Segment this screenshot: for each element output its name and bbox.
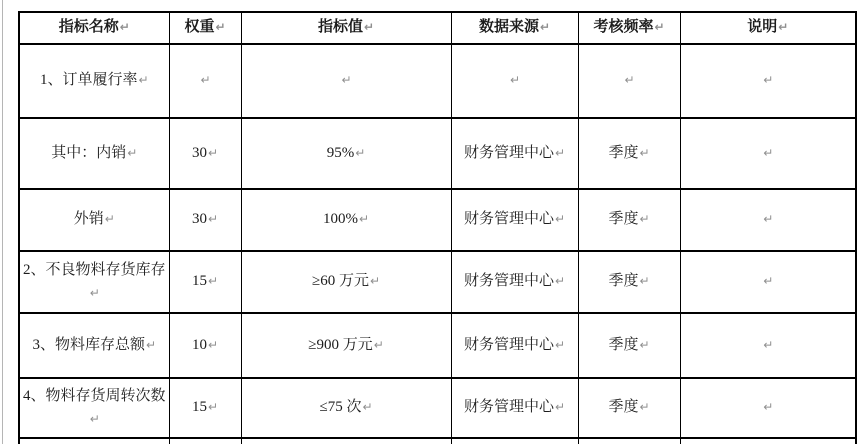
header-label: 考核频率 bbox=[593, 19, 654, 36]
cell-weight bbox=[169, 251, 241, 313]
text-boundary-gridline bbox=[2, 0, 3, 444]
cell-data-source bbox=[451, 44, 578, 118]
header-description bbox=[680, 12, 856, 44]
cell-weight bbox=[169, 378, 241, 438]
paragraph-mark-icon: ↵ bbox=[763, 212, 774, 227]
cell-text: 财务管理中心 bbox=[463, 273, 554, 290]
header-indicator-name bbox=[19, 12, 169, 44]
cell-text: 1、订单履行率 bbox=[39, 72, 138, 89]
header-label: 权重 bbox=[184, 19, 215, 36]
cell-assessment-frequency bbox=[578, 44, 680, 118]
paragraph-mark-icon: ↵ bbox=[639, 145, 650, 160]
paragraph-mark-icon: ↵ bbox=[363, 20, 375, 35]
cell-data-source bbox=[451, 118, 578, 189]
paragraph-mark-icon: ↵ bbox=[355, 145, 366, 160]
cell-assessment-frequency bbox=[578, 378, 680, 438]
cell-text: 100% bbox=[322, 211, 358, 228]
cell-weight bbox=[169, 438, 241, 444]
cell-text: 外销 bbox=[73, 211, 104, 228]
cell-text: 季度 bbox=[608, 144, 639, 161]
cell-indicator-value bbox=[241, 438, 451, 444]
paragraph-mark-icon: ↵ bbox=[639, 400, 650, 415]
table-row bbox=[19, 44, 856, 118]
paragraph-mark-icon: ↵ bbox=[654, 20, 665, 35]
paragraph-mark-icon: ↵ bbox=[554, 400, 566, 415]
cell-text: ≥900 万元 bbox=[308, 336, 373, 353]
table-row bbox=[19, 313, 856, 378]
paragraph-mark-icon: ↵ bbox=[207, 145, 219, 160]
cell-description bbox=[680, 189, 856, 251]
cell-text: 季度 bbox=[608, 273, 639, 290]
header-data-source bbox=[451, 12, 578, 44]
cell-assessment-frequency bbox=[578, 118, 680, 189]
header-weight bbox=[169, 12, 241, 44]
paragraph-mark-icon: ↵ bbox=[763, 400, 774, 415]
cell-assessment-frequency bbox=[578, 438, 680, 444]
cell-data-source bbox=[451, 251, 578, 313]
cell-text: ≤75 次 bbox=[319, 399, 362, 416]
paragraph-mark-icon: ↵ bbox=[138, 73, 149, 88]
cell-indicator-value bbox=[241, 251, 451, 313]
paragraph-mark-icon: ↵ bbox=[763, 337, 774, 352]
cell-indicator-name bbox=[19, 189, 169, 251]
cell-indicator-name bbox=[19, 438, 169, 444]
cell-indicator-value bbox=[241, 44, 451, 118]
cell-text: 15 bbox=[191, 273, 207, 290]
paragraph-mark-icon: ↵ bbox=[509, 73, 521, 88]
cell-description bbox=[680, 378, 856, 438]
table-row bbox=[19, 251, 856, 313]
paragraph-mark-icon: ↵ bbox=[763, 73, 774, 88]
paragraph-mark-icon: ↵ bbox=[763, 145, 774, 160]
paragraph-mark-icon: ↵ bbox=[639, 212, 650, 227]
cell-text: 季度 bbox=[608, 399, 639, 416]
header-label: 说明 bbox=[747, 19, 778, 36]
cell-text: 财务管理中心 bbox=[463, 144, 554, 161]
table-row bbox=[19, 118, 856, 189]
cell-weight bbox=[169, 118, 241, 189]
cell-assessment-frequency bbox=[578, 251, 680, 313]
table-row bbox=[19, 378, 856, 438]
header-label: 指标值 bbox=[317, 19, 363, 36]
cell-data-source bbox=[451, 378, 578, 438]
paragraph-mark-icon: ↵ bbox=[539, 20, 551, 35]
paragraph-mark-icon: ↵ bbox=[554, 337, 566, 352]
table-row bbox=[19, 189, 856, 251]
cell-indicator-value bbox=[241, 189, 451, 251]
header-label: 指标名称 bbox=[58, 19, 119, 36]
paragraph-mark-icon: ↵ bbox=[763, 274, 774, 289]
cell-text: ≥60 万元 bbox=[311, 273, 369, 290]
cell-weight bbox=[169, 313, 241, 378]
cell-text: 季度 bbox=[608, 211, 639, 228]
paragraph-mark-icon: ↵ bbox=[639, 274, 650, 289]
cell-indicator-value bbox=[241, 378, 451, 438]
cell-description bbox=[680, 118, 856, 189]
cell-description bbox=[680, 251, 856, 313]
cell-text: 2、不良物料存货库存 bbox=[23, 261, 166, 278]
cell-text: 财务管理中心 bbox=[463, 399, 554, 416]
cell-text: 30 bbox=[191, 144, 207, 161]
cell-assessment-frequency bbox=[578, 189, 680, 251]
paragraph-mark-icon: ↵ bbox=[554, 274, 566, 289]
paragraph-mark-icon: ↵ bbox=[104, 212, 115, 227]
cell-indicator-value bbox=[241, 313, 451, 378]
cell-indicator-value bbox=[241, 118, 451, 189]
cell-data-source bbox=[451, 438, 578, 444]
paragraph-mark-icon: ↵ bbox=[207, 212, 219, 227]
paragraph-mark-icon: ↵ bbox=[358, 212, 370, 227]
paragraph-mark-icon: ↵ bbox=[554, 145, 566, 160]
cell-assessment-frequency bbox=[578, 313, 680, 378]
cell-text: 财务管理中心 bbox=[463, 211, 554, 228]
paragraph-mark-icon: ↵ bbox=[639, 337, 650, 352]
cell-text: 10 bbox=[191, 336, 207, 353]
paragraph-mark-icon: ↵ bbox=[119, 20, 130, 35]
cell-weight bbox=[169, 189, 241, 251]
cell-text: 4、物料存货周转次数 bbox=[23, 387, 166, 404]
paragraph-mark-icon: ↵ bbox=[89, 412, 100, 426]
cell-data-source bbox=[451, 313, 578, 378]
cell-indicator-name bbox=[19, 378, 169, 438]
cell-description bbox=[680, 438, 856, 444]
cell-description bbox=[680, 44, 856, 118]
cell-text: 30 bbox=[191, 211, 207, 228]
paragraph-mark-icon: ↵ bbox=[207, 274, 219, 289]
paragraph-mark-icon: ↵ bbox=[373, 337, 384, 352]
paragraph-mark-icon: ↵ bbox=[341, 73, 352, 88]
header-indicator-value bbox=[241, 12, 451, 44]
paragraph-mark-icon: ↵ bbox=[127, 145, 138, 160]
paragraph-mark-icon: ↵ bbox=[778, 20, 789, 35]
cell-indicator-name bbox=[19, 313, 169, 378]
paragraph-mark-icon: ↵ bbox=[554, 212, 566, 227]
paragraph-mark-icon: ↵ bbox=[207, 400, 219, 415]
cell-text: 季度 bbox=[608, 336, 639, 353]
header-row bbox=[19, 12, 856, 44]
paragraph-mark-icon: ↵ bbox=[215, 20, 226, 35]
paragraph-mark-icon: ↵ bbox=[207, 337, 219, 352]
paragraph-mark-icon: ↵ bbox=[89, 286, 100, 300]
kpi-table bbox=[18, 11, 857, 444]
paragraph-mark-icon: ↵ bbox=[145, 337, 157, 352]
cell-weight bbox=[169, 44, 241, 118]
header-label: 数据来源 bbox=[478, 19, 539, 36]
cell-text: 3、物料库存总额 bbox=[32, 336, 145, 353]
cell-text: 95% bbox=[326, 144, 355, 161]
cell-description bbox=[680, 313, 856, 378]
paragraph-mark-icon: ↵ bbox=[200, 73, 211, 88]
cell-text: 其中：内销 bbox=[51, 144, 127, 161]
cell-text: 财务管理中心 bbox=[463, 336, 554, 353]
cell-indicator-name bbox=[19, 118, 169, 189]
cell-text: 15 bbox=[191, 399, 207, 416]
paragraph-mark-icon: ↵ bbox=[362, 400, 373, 415]
table-row-clipped bbox=[19, 438, 856, 444]
paragraph-mark-icon: ↵ bbox=[624, 73, 635, 88]
cell-indicator-name bbox=[19, 44, 169, 118]
cell-data-source bbox=[451, 189, 578, 251]
header-assessment-frequency bbox=[578, 12, 680, 44]
cell-indicator-name bbox=[19, 251, 169, 313]
paragraph-mark-icon: ↵ bbox=[369, 274, 381, 289]
